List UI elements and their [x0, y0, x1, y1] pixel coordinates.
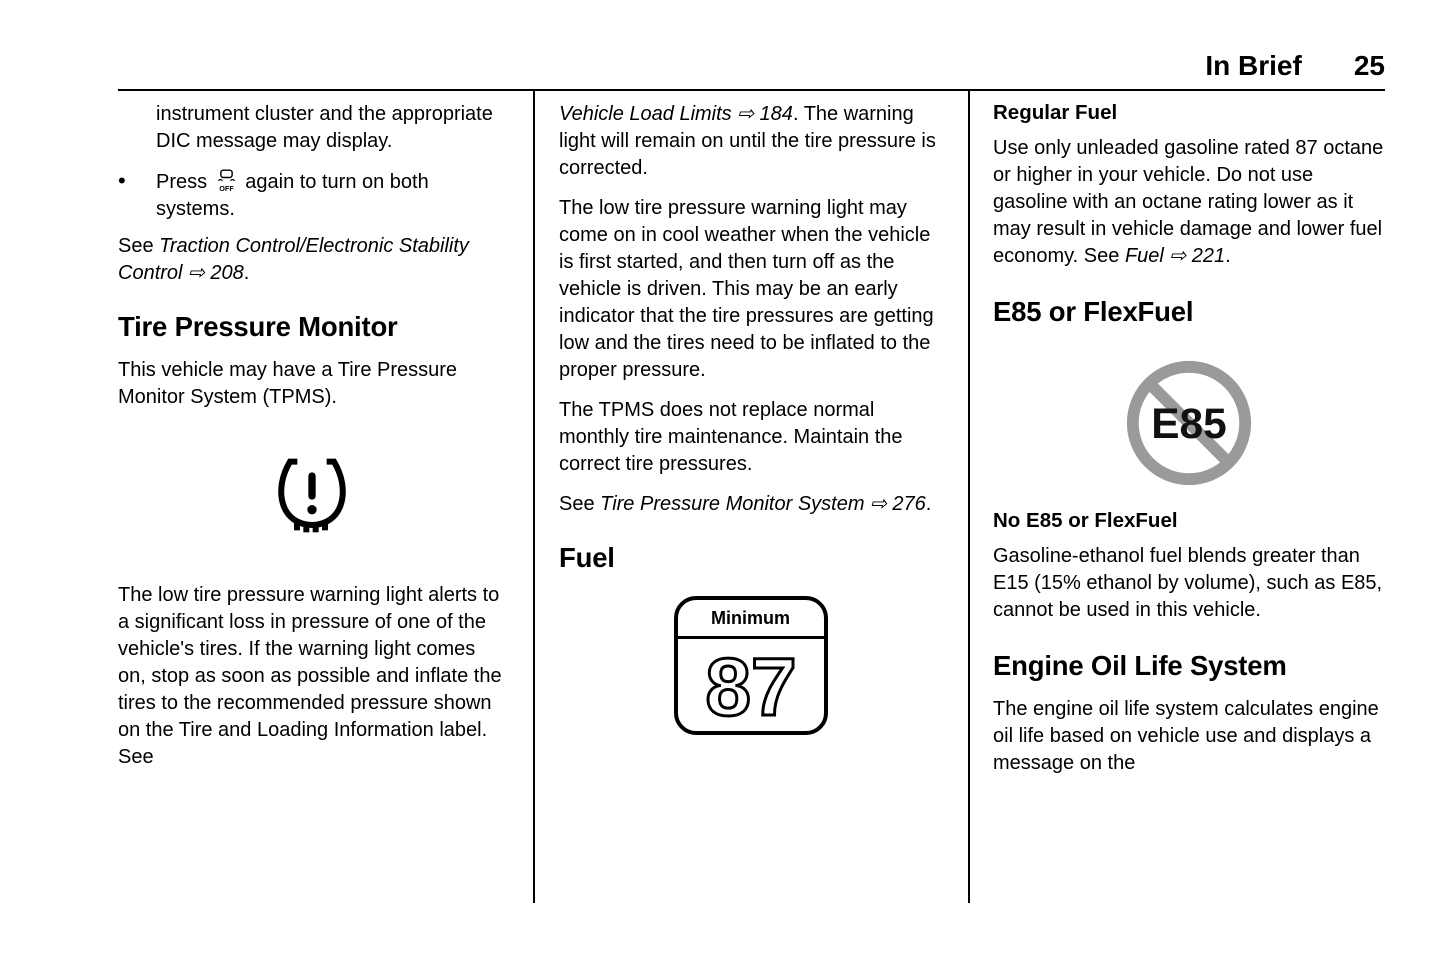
- cross-reference-tpms: [559, 491, 942, 518]
- reference-link-text: Tire Pressure Monitor System ⇨ 276: [600, 493, 926, 515]
- text-segment: Use only unleaded gasoline rated 87 octane or higher in your vehicle. Do not use gasoline with an octane rating lower as it may result in vehicle damage and lower fuel economy. See: [993, 137, 1384, 267]
- paragraph-low-tire-warning: The low tire pressure warning light alerts to a significant loss in pressure of one of the vehicle's tires. If the warning light comes on, stop as soon as possible and inflate the tires to the recommended pressure shown on the Tire and Loading Information label. See: [118, 584, 502, 768]
- text-segment: .: [243, 262, 250, 284]
- reference-link-text: Fuel ⇨ 221: [1124, 245, 1226, 267]
- text-segment: .: [925, 493, 932, 515]
- heading-no-e85: No E85 or FlexFuel: [993, 509, 1178, 532]
- paragraph-engine-oil: The engine oil life system calculates engine oil life based on vehicle use and displays a message on the: [993, 698, 1379, 774]
- bullet-marker: •: [118, 168, 126, 193]
- section-title: In Brief: [1205, 50, 1302, 81]
- list-item-press-off: [118, 168, 505, 223]
- paragraph-press-off: [156, 168, 505, 223]
- paragraph-tpms-maintenance: The TPMS does not replace normal monthly tire maintenance. Maintain the correct tire pressures.: [559, 399, 903, 475]
- octane-87-numerals: [678, 643, 824, 729]
- text-segment: Press: [156, 171, 208, 193]
- content-columns: [118, 91, 1385, 903]
- column-1: [118, 91, 533, 903]
- reference-link-text: Vehicle Load Limits ⇨ 184: [559, 103, 793, 125]
- text-segment: See: [118, 235, 160, 257]
- fuel-octane-label: [674, 596, 828, 735]
- stabilitrak-off-button-icon: [216, 168, 237, 195]
- page-header: [1205, 50, 1385, 82]
- no-e85-prohibition-icon: [1120, 354, 1258, 492]
- heading-engine-oil-life: Engine Oil Life System: [993, 650, 1287, 681]
- octane-value: 87: [704, 643, 797, 729]
- column-3: [970, 91, 1385, 903]
- off-button-label: OFF: [218, 184, 234, 194]
- text-segment: .: [1225, 245, 1231, 267]
- paragraph-regular-fuel: [993, 135, 1385, 270]
- text-segment: again to turn on both systems.: [156, 171, 429, 220]
- heading-regular-fuel: Regular Fuel: [993, 101, 1118, 124]
- paragraph-dic-message: instrument cluster and the appropriate DIC message may display.: [156, 103, 493, 152]
- text-segment: See: [559, 493, 601, 515]
- paragraph-tpms-intro: This vehicle may have a Tire Pressure Monitor System (TPMS).: [118, 359, 458, 408]
- paragraph-load-limits: [559, 101, 942, 182]
- fuel-label-container: [559, 596, 942, 740]
- heading-tire-pressure-monitor: Tire Pressure Monitor: [118, 311, 398, 342]
- no-e85-icon-container: [993, 354, 1385, 497]
- reference-link-text: Traction Control/Electronic Stability Control ⇨ 208: [118, 235, 469, 284]
- page-number: 25: [1353, 50, 1385, 81]
- fuel-minimum-text: Minimum: [678, 600, 824, 639]
- tpms-icon-container: [118, 449, 505, 546]
- e85-symbol-text: E85: [1151, 399, 1227, 447]
- text-segment: . The warning light will remain on until the tire pressure is corrected.: [559, 103, 936, 179]
- heading-fuel: Fuel: [559, 542, 615, 573]
- column-2: [533, 91, 970, 903]
- paragraph-cool-weather: The low tire pressure warning light may come on in cool weather when the vehicle is first started, and then turn off as the vehicle is driven. This may be an early indicator that the tire pressures are getting low and the tires need to be inflated to the proper pressure.: [559, 197, 934, 381]
- heading-e85-flexfuel: E85 or FlexFuel: [993, 296, 1194, 327]
- cross-reference-traction-control: [118, 233, 505, 287]
- low-tire-pressure-warning-icon: [272, 449, 352, 541]
- paragraph-no-e85: Gasoline-ethanol fuel blends greater than E15 (15% ethanol by volume), such as E85, cannot be used in this vehicle.: [993, 545, 1383, 621]
